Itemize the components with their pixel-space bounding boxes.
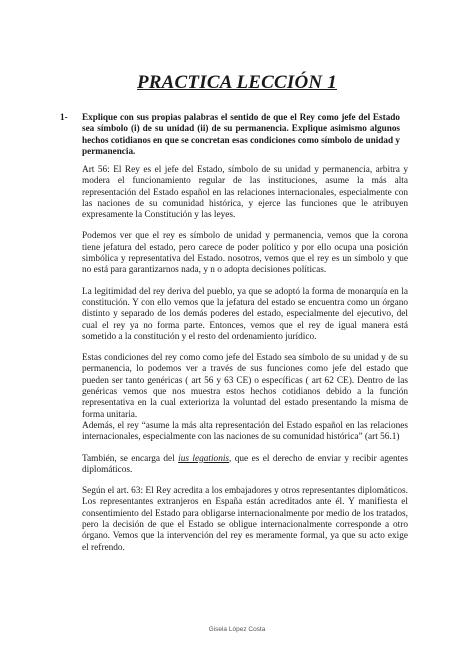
question-block	[60, 112, 400, 158]
question-number: 1-	[60, 112, 68, 122]
paragraph-representation: Además, el rey “asume la más alta representación del Estado español en las relaciones internacionales, especialmente con las naciones de su comunidad histórica” (art 56.1)	[82, 420, 408, 443]
paragraph-art63: Según el art. 63: El Rey acredita a los embajadores y otros representantes diplomáticos. Los representantes extranjeros en España están acreditados ante él. Y manifiesta el consentimiento del Estado para obligarse internacionalmente por medio de los tratados, pero la decisión de que el Estado se obligue internacionalmente corresponde a otro órgano. Vemos que la intervención del rey es meramente formal, ya que su acto exige el refrendo.	[82, 486, 408, 553]
paragraph-symbol: Podemos ver que el rey es símbolo de unidad y permanencia, vemos que la corona tiene jefatura del estado, pero carece de poder político y por ello ocupa una posición simbólica y representativa del Estado. nosotros, vemos que el rey es un símbolo y que no está para garantizarnos nada, y n o adopta decisiones políticas.	[82, 231, 408, 276]
ius-legationis-term: ius legationis	[178, 453, 230, 464]
ius-legationis-before: También, se encarga del	[82, 453, 179, 464]
page-title: PRACTICA LECCIÓN 1	[137, 72, 337, 93]
paragraph-art56: Art 56: El Rey es el jefe del Estado, símbolo de su unidad y permanencia, arbitra y modera el funcionamiento regular de las instituciones, asume la más alta representación del Estado español en las relaciones internacionales, especialmente con las naciones de su comunidad histórica, y ejerce las funciones que le atribuyen expresamente la Constitución y las leyes.	[82, 165, 408, 221]
answer-body	[82, 165, 408, 564]
paragraph-ius-legationis	[82, 454, 408, 477]
paragraph-functions: Estas condiciones del rey como como jefe del Estado sea símbolo de su unidad y de su permanencia, lo podemos ver a través de sus funciones como jefe del estado que pueden ser tanto genéricas ( art 56 y 63 CE) o específicas ( art 62 CE). Dentro de las genéricas vemos que nos muestra estos hechos cotidianos debido a la función representativa en la cual exterioriza la voluntad del estado presentando la misma de forma unitaria.	[82, 353, 408, 420]
ius-legationis-after: , que es el derecho de enviar y recibir agentes diplomáticos.	[82, 453, 408, 475]
paragraph-legitimacy: La legitimidad del rey deriva del pueblo, ya que se adoptó la forma de monarquía en la constitución. Y con ello vemos que la jefatura del estado se encuentra como un órgano distinto y separado de los demás poderes del estado, especialmente del ejecutivo, del cual el rey ya no forma parte. Entonces, vemos que el rey de igual manera está sometido a la constitución y el resto del ordenamiento jurídico.	[82, 286, 408, 342]
page-footer-author: Gisela López Costa	[208, 626, 266, 633]
question-text: Explique con sus propias palabras el sentido de que el Rey como jefe del Estado sea símbolo (i) de su unidad (ii) de su permanencia. Explique asimismo algunos hechos cotidianos en que se concretan esas condiciones como símbolo de unidad y permanencia.	[82, 112, 400, 157]
